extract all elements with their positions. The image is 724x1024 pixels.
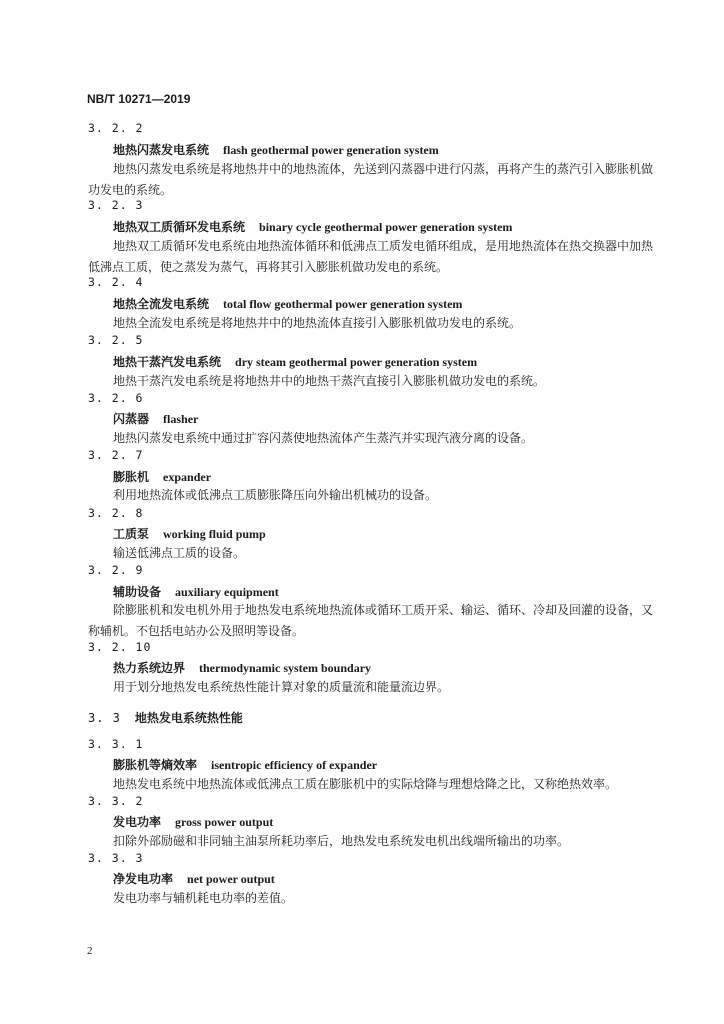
term-heading (113, 218, 512, 235)
clause-number: 3. 2. 5 (88, 333, 144, 347)
clause-number: 3. 2. 3 (88, 198, 144, 212)
term-zh: 净发电功率 (113, 872, 174, 886)
term-en: flash geothermal power generation system (223, 143, 439, 157)
term-zh: 地热闪蒸发电系统 (113, 143, 210, 157)
term-definition: 地热发电系统中地热流体或低沸点工质在膨胀机中的实际焓降与理想焓降之比，又称绝热效率。 (113, 777, 618, 791)
term-zh: 辅助设备 (113, 585, 162, 599)
term-definition: 扣除外部励磁和非同轴主油泵所耗功率后，地热发电系统发电机出线端所输出的功率。 (113, 834, 570, 848)
term-heading (113, 813, 273, 830)
term-heading (113, 583, 279, 600)
term-en: thermodynamic system boundary (199, 661, 372, 675)
term-heading (113, 141, 439, 158)
term-en: net power output (187, 872, 275, 886)
term-en: auxiliary equipment (175, 585, 279, 599)
clause-number: 3. 2. 2 (88, 121, 144, 135)
term-zh: 发电功率 (113, 815, 162, 829)
term-definition: 地热双工质循环发电系统由地热流体循环和低沸点工质发电循环组成，是用地热流体在热交换器中加热低沸点工质，使之蒸发为蒸气，再将其引入膨胀机做功发电的系统。 (88, 239, 654, 274)
term-definition: 利用地热流体或低沸点工质膨胀降压向外输出机械功的设备。 (113, 488, 438, 502)
term-zh: 膨胀机 (113, 470, 150, 484)
term-definition: 地热闪蒸发电系统是将地热井中的地热流体，先送到闪蒸器中进行闪蒸，再将产生的蒸汽引入膨胀机做功发电的系统。 (88, 162, 654, 197)
term-en: working fluid pump (163, 527, 266, 541)
section-title: 地热发电系统热性能 (134, 711, 243, 725)
term-definition: 输送低沸点工质的设备。 (113, 546, 246, 560)
term-definition: 用于划分地热发电系统热性能计算对象的质量流和能量流边界。 (113, 680, 450, 694)
term-heading (113, 410, 198, 427)
term-en: binary cycle geothermal power generation system (259, 220, 513, 234)
term-zh: 闪蒸器 (113, 412, 150, 426)
term-heading (113, 468, 211, 485)
term-zh: 地热双工质循环发电系统 (113, 220, 246, 234)
term-definition: 地热闪蒸发电系统中通过扩容闪蒸使地热流体产生蒸汽并实现汽液分离的设备。 (113, 431, 534, 445)
clause-number: 3. 2. 6 (88, 391, 144, 405)
section-number: 3. 3 (88, 711, 121, 725)
term-definition: 地热干蒸汽发电系统是将地热井中的地热干蒸汽直接引入膨胀机做功发电的系统。 (113, 374, 546, 388)
term-zh: 地热干蒸汽发电系统 (113, 355, 222, 369)
clause-number: 3. 2. 9 (88, 563, 144, 577)
term-en: dry steam geothermal power generation system (235, 355, 478, 369)
term-definition: 除膨胀机和发电机外用于地热发电系统地热流体或循环工质开采、输运、循环、冷却及回灌的设备，又称辅机。不包括电站办公及照明等设备。 (88, 603, 654, 638)
page-number: 2 (87, 945, 93, 957)
section-heading (88, 709, 243, 726)
clause-number: 3. 2. 7 (88, 448, 144, 462)
clause-number: 3. 2. 4 (88, 275, 144, 289)
clause-number: 3. 2. 8 (88, 506, 144, 520)
term-heading (113, 659, 371, 676)
term-zh: 地热全流发电系统 (113, 297, 210, 311)
term-definition: 地热全流发电系统是将地热井中的地热流体直接引入膨胀机做功发电的系统。 (113, 316, 522, 330)
term-en: total flow geothermal power generation system (223, 297, 463, 311)
term-definition: 发电功率与辅机耗电功率的差值。 (113, 891, 294, 905)
term-heading (113, 525, 266, 542)
document-code: NB/T 10271—2019 (87, 92, 191, 106)
clause-number: 3. 3. 1 (88, 737, 144, 751)
clause-number: 3. 3. 3 (88, 851, 144, 865)
term-heading (113, 353, 477, 370)
term-en: isentropic efficiency of expander (211, 758, 378, 772)
clause-number: 3. 3. 2 (88, 794, 144, 808)
term-en: expander (163, 470, 212, 484)
term-en: flasher (163, 412, 199, 426)
clause-number: 3. 2. 10 (88, 640, 152, 654)
term-zh: 膨胀机等熵效率 (113, 758, 198, 772)
term-en: gross power output (175, 815, 274, 829)
term-heading (113, 295, 462, 312)
term-zh: 热力系统边界 (113, 661, 186, 675)
term-zh: 工质泵 (113, 527, 150, 541)
term-heading (113, 756, 377, 773)
term-heading (113, 870, 275, 887)
